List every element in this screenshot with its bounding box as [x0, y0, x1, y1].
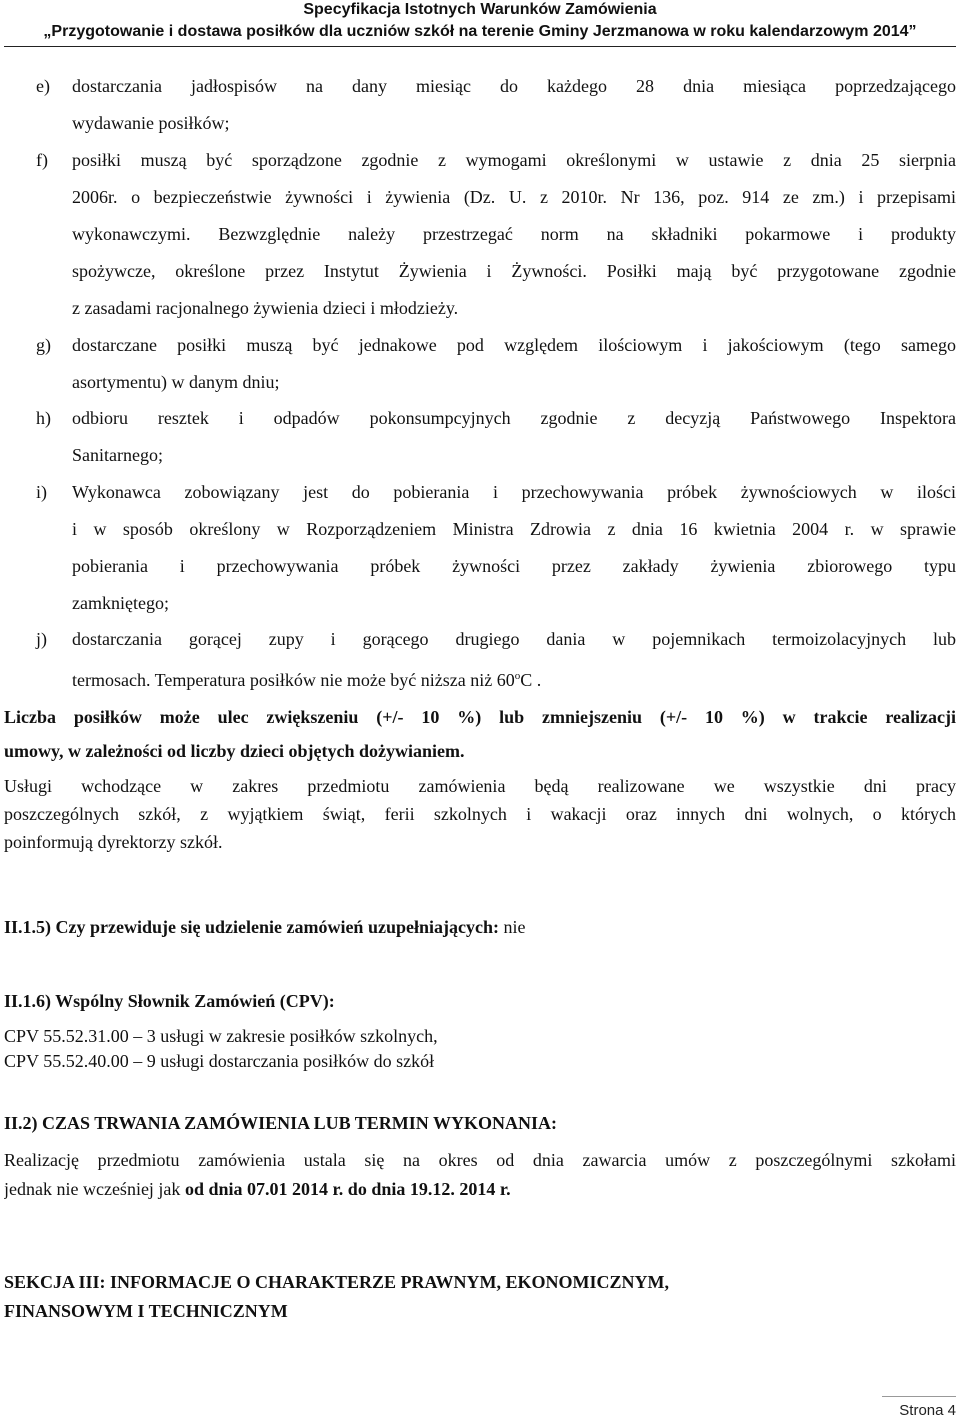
degree-superscript: o: [514, 670, 521, 682]
list-item-line: asortymentu) w danym dniu;: [72, 372, 280, 392]
list-item-line: posiłki muszą być sporządzone zgodnie z wymogami określonymi w ustawie z dnia 25 sierpnia: [72, 150, 956, 170]
header-subtitle: „Przygotowanie i dostawa posiłków dla uczniów szkół na terenie Gminy Jerzmanowa w roku kalendarzowym 2014”: [43, 23, 917, 40]
page-number: Strona 4: [899, 1402, 956, 1419]
temperature-unit: C .: [520, 670, 542, 690]
list-item-line: wykonawczymi. Bezwzględnie należy przestrzegać norm na składniki pokarmowe i produkty: [72, 224, 956, 244]
list-item-line: zamkniętego;: [72, 593, 169, 613]
date-range: od dnia 07.01 2014 r. do dnia 19.12. 2014 r.: [184, 1179, 511, 1199]
section-heading: SEKCJA III: INFORMACJE O CHARAKTERZE PRAWNYM, EKONOMICZNYM,: [4, 1272, 670, 1292]
list-item-line: Wykonawca zobowiązany jest do pobierania i przechowywania próbek żywnościowych w ilości: [72, 482, 956, 502]
section-heading: FINANSOWYM I TECHNICZNYM: [4, 1301, 288, 1321]
list-item-line: [72, 658, 956, 695]
cpv-code: CPV 55.52.31.00 – 3 usługi w zakresie posiłków szkolnych,: [4, 1026, 438, 1046]
list-marker: h): [36, 408, 51, 428]
section-ii-2-heading: [4, 1109, 956, 1137]
section-heading: II.1.6) Wspólny Słownik Zamówień (CPV):: [4, 991, 335, 1011]
paragraph-line: Liczba posiłków może ulec zwiększeniu (+/- 10 %) lub zmniejszeniu (+/- 10 %) w trakcie realizacji: [4, 707, 956, 727]
cpv-list: [4, 1024, 956, 1074]
list-item-line: 2006r. o bezpieczeństwie żywności i żywienia (Dz. U. z 2010r. Nr 136, poz. 914 ze zm.) i przepisami: [72, 187, 956, 207]
list-item-line: odbioru resztek i odpadów pokonsumpcyjnych zgodnie z decyzją Państwowego Inspektora: [72, 408, 956, 428]
meal-count-paragraph: [4, 700, 956, 768]
services-paragraph: [4, 772, 956, 856]
list-marker: g): [36, 335, 51, 355]
section-ii-1-6-heading: [4, 987, 956, 1015]
section-heading: II.1.5) Czy przewiduje się udzielenie zamówień uzupełniających:: [4, 917, 499, 937]
list-item-line: dostarczania jadłospisów na dany miesiąc do każdego 28 dnia miesiąca poprzedzającego: [72, 76, 956, 96]
footer-divider: [882, 1396, 956, 1397]
list-item-line: dostarczania gorącej zupy i gorącego drugiego dania w pojemnikach termoizolacyjnych lub: [72, 629, 956, 649]
list-marker: f): [36, 150, 48, 170]
paragraph-line: poinformują dyrektorzy szkół.: [4, 832, 223, 852]
list-marker: i): [36, 482, 47, 502]
temperature-text: termosach. Temperatura posiłków nie może być niższa niż 60: [72, 670, 515, 690]
list-item-line: wydawanie posiłków;: [72, 113, 230, 133]
section-iii-heading: [4, 1268, 956, 1326]
list-item-line: pobierania i przechowywania próbek żywności przez zakłady żywienia zbiorowego typu: [72, 556, 956, 576]
header-title: Specyfikacja Istotnych Warunków Zamówienia: [303, 1, 657, 18]
paragraph-line: Usługi wchodzące w zakres przedmiotu zamówienia będą realizowane we wszystkie dni pracy: [4, 776, 956, 796]
list-marker: j): [36, 629, 47, 649]
section-ii-1-5: [4, 913, 956, 941]
paragraph-line: poszczególnych szkół, z wyjątkiem świąt, ferii szkolnych i wakacji oraz innych dni wolnych, o których: [4, 804, 956, 824]
list-marker: e): [36, 76, 50, 96]
section-value: nie: [498, 917, 526, 937]
paragraph-line: Realizację przedmiotu zamówienia ustala się na okres od dnia zawarcia umów z poszczególnymi szkołami: [4, 1150, 956, 1170]
paragraph-text: jednak nie wcześniej jak: [4, 1179, 185, 1199]
cpv-code: CPV 55.52.40.00 – 9 usługi dostarczania posiłków do szkół: [4, 1051, 435, 1071]
list-item-line: i w sposób określony w Rozporządzeniem Ministra Zdrowia z dnia 16 kwietnia 2004 r. w sprawie: [72, 519, 956, 539]
section-ii-2-body: [4, 1146, 956, 1204]
list-item-line: spożywcze, określone przez Instytut Żywienia i Żywności. Posiłki mają być przygotowane zgodnie: [72, 261, 956, 281]
section-heading: II.2) CZAS TRWANIA ZAMÓWIENIA LUB TERMIN WYKONANIA:: [4, 1113, 557, 1133]
list-item-line: Sanitarnego;: [72, 445, 163, 465]
list-item-line: dostarczane posiłki muszą być jednakowe pod względem ilościowym i jakościowym (tego samego: [72, 335, 956, 355]
header-divider: [4, 46, 956, 47]
list-item-line: z zasadami racjonalnego żywienia dzieci i młodzieży.: [72, 298, 459, 318]
paragraph-line: umowy, w zależności od liczby dzieci objętych dożywianiem.: [4, 741, 465, 761]
